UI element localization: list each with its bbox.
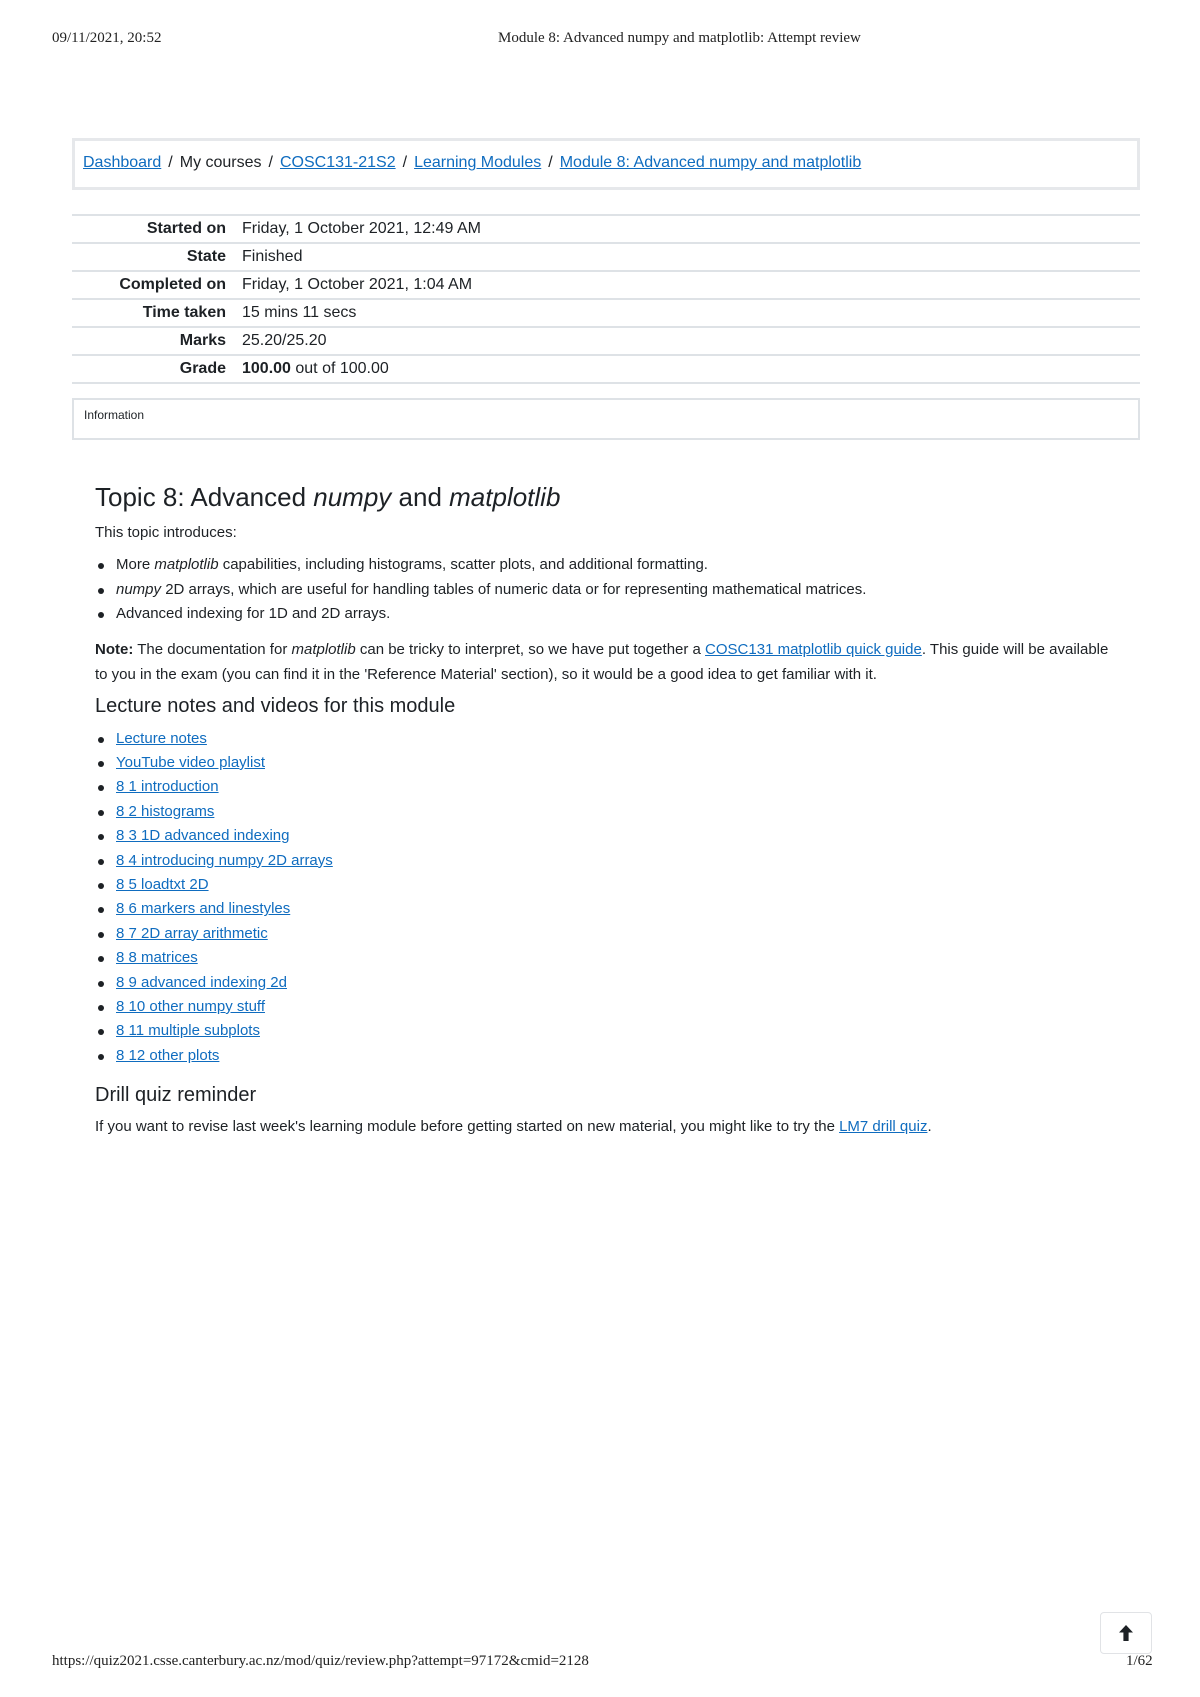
summary-value: 15 mins 11 secs (232, 299, 1140, 327)
list-item (95, 602, 1125, 627)
summary-value: Finished (232, 243, 1140, 271)
video-link[interactable]: 8 4 introducing numpy 2D arrays (116, 851, 333, 869)
list-item (95, 971, 1125, 995)
breadcrumb-learning-modules[interactable]: Learning Modules (414, 154, 542, 171)
note-text: . This guide will be available to you in the exam (you can find it in the 'Reference Material' section), so it would be a good idea to get familiar with it. (95, 640, 1109, 683)
breadcrumb-my-courses: My courses (179, 154, 262, 171)
list-item (95, 578, 1125, 603)
back-to-top-button[interactable] (1100, 1612, 1152, 1654)
bullet-text: 2D arrays, which are useful for handling tables of numeric data or for representing mathematical matrices. (161, 580, 867, 598)
breadcrumb-separator: / (402, 154, 408, 171)
attempt-summary-table (72, 214, 1140, 384)
summary-label: Started on (72, 215, 232, 243)
topic-title (95, 480, 1125, 514)
video-link[interactable]: 8 12 other plots (116, 1046, 220, 1064)
summary-row-time-taken (72, 299, 1140, 327)
video-link[interactable]: 8 8 matrices (116, 949, 198, 967)
breadcrumb-dashboard[interactable]: Dashboard (83, 154, 162, 171)
video-link[interactable]: 8 3 1D advanced indexing (116, 827, 290, 845)
print-date: 09/11/2021, 20:52 (52, 30, 162, 46)
summary-row-completed (72, 271, 1140, 299)
drill-quiz-link[interactable]: LM7 drill quiz (839, 1118, 928, 1136)
topic-title-and: and (391, 482, 450, 512)
summary-label: Time taken (72, 299, 232, 327)
summary-label: State (72, 243, 232, 271)
bullet-emphasis: matplotlib (154, 556, 219, 573)
topic-intro: This topic introduces: (95, 524, 237, 541)
summary-value: Friday, 1 October 2021, 12:49 AM (232, 215, 1140, 243)
information-box (72, 398, 1140, 440)
list-item (95, 553, 1125, 578)
drill-text-post: . (927, 1118, 932, 1136)
summary-row-started (72, 215, 1140, 243)
video-link[interactable]: 8 2 histograms (116, 802, 215, 820)
video-link[interactable]: 8 1 introduction (116, 778, 219, 796)
summary-row-state (72, 243, 1140, 271)
list-item (95, 873, 1125, 897)
question-content (95, 480, 1125, 1139)
bullet-text: Advanced indexing for 1D and 2D arrays. (116, 605, 391, 622)
breadcrumb-separator: / (548, 154, 553, 171)
drill-text-pre: If you want to revise last week's learning module before getting started on new material, you might like to try the (95, 1118, 840, 1136)
note-text: The documentation for (133, 640, 292, 658)
list-item (95, 824, 1125, 848)
video-link[interactable]: 8 6 markers and linestyles (116, 900, 291, 918)
list-item (95, 751, 1125, 775)
list-item (95, 1044, 1125, 1068)
summary-value: 25.20/25.20 (232, 327, 1140, 355)
video-link[interactable]: 8 9 advanced indexing 2d (116, 973, 287, 991)
information-label: Information (84, 408, 145, 422)
drill-heading: Drill quiz reminder (95, 1084, 257, 1107)
quick-guide-link[interactable]: COSC131 matplotlib quick guide (705, 640, 922, 658)
topic-title-matplotlib: matplotlib (449, 482, 561, 512)
summary-value: Friday, 1 October 2021, 1:04 AM (232, 271, 1140, 299)
video-link[interactable]: 8 5 loadtxt 2D (116, 875, 209, 893)
youtube-playlist-link[interactable]: YouTube video playlist (116, 753, 265, 771)
print-title: Module 8: Advanced numpy and matplotlib: Attempt review (498, 30, 861, 46)
breadcrumb-course[interactable]: COSC131-21S2 (279, 154, 396, 171)
breadcrumb-module-8[interactable]: Module 8: Advanced numpy and matplotlib (559, 154, 862, 171)
drill-text (95, 1114, 1125, 1139)
topic-title-prefix: Topic 8: Advanced (95, 482, 314, 512)
topic-title-numpy: numpy (313, 482, 392, 512)
lecture-notes-link[interactable]: Lecture notes (116, 729, 207, 747)
video-link[interactable]: 8 10 other numpy stuff (116, 997, 265, 1015)
print-header (0, 30, 1200, 54)
bullet-text: More (116, 556, 155, 573)
list-item (95, 1019, 1125, 1043)
summary-row-grade (72, 355, 1140, 383)
list-item (95, 775, 1125, 799)
list-item (95, 897, 1125, 921)
lecture-link-list (95, 727, 1125, 1069)
summary-label: Grade (72, 355, 232, 383)
video-link[interactable]: 8 7 2D array arithmetic (116, 924, 268, 942)
print-footer (0, 1653, 1200, 1677)
summary-row-marks (72, 327, 1140, 355)
grade-out-of: out of 100.00 (290, 360, 389, 377)
summary-value (232, 355, 1140, 383)
video-link[interactable]: 8 11 multiple subplots (116, 1022, 260, 1040)
bullet-emphasis: numpy (116, 580, 162, 598)
note-emphasis: matplotlib (291, 640, 356, 658)
breadcrumb-separator: / (268, 154, 273, 171)
guide-note (95, 637, 1125, 687)
list-item (95, 727, 1125, 751)
breadcrumb-separator: / (168, 154, 173, 171)
list-item (95, 946, 1125, 970)
summary-label: Marks (72, 327, 232, 355)
list-item (95, 849, 1125, 873)
lecture-heading: Lecture notes and videos for this module (95, 694, 456, 717)
topic-bullet-list (95, 553, 1125, 627)
note-label: Note: (95, 640, 134, 658)
bullet-text: capabilities, including histograms, scatter plots, and additional formatting. (218, 556, 708, 573)
arrow-up-icon (1118, 1624, 1134, 1642)
grade-value: 100.00 (242, 360, 291, 377)
print-url: https://quiz2021.csse.canterbury.ac.nz/mod/quiz/review.php?attempt=97172&cmid=2128 (52, 1653, 589, 1669)
summary-label: Completed on (72, 271, 232, 299)
list-item (95, 995, 1125, 1019)
breadcrumb (72, 138, 1140, 190)
page-number: 1/62 (1126, 1653, 1153, 1669)
list-item (95, 922, 1125, 946)
note-text: can be tricky to interpret, so we have put together a (355, 640, 706, 658)
list-item (95, 800, 1125, 824)
